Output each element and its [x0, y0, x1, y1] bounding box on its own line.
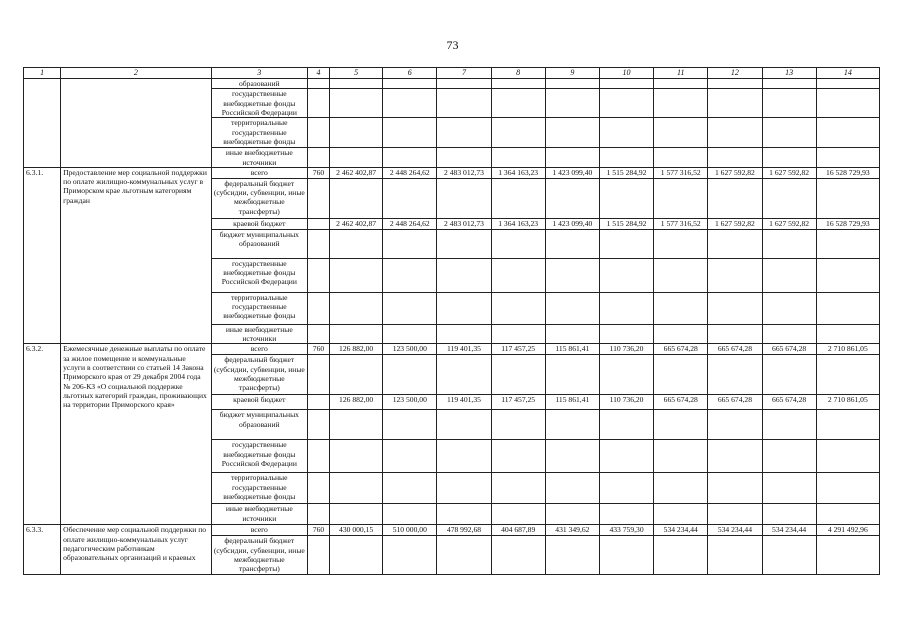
table-row — [24, 167, 880, 178]
value-cell — [330, 258, 383, 292]
value-cell — [708, 324, 762, 344]
value-cell — [545, 504, 599, 525]
value-cell — [816, 79, 879, 89]
funding-source: краевой бюджет — [211, 395, 307, 410]
value-cell: 119 401,35 — [437, 395, 491, 410]
code-cell: 760 — [307, 344, 329, 355]
value-cell: 2 448 264,62 — [383, 167, 437, 178]
value-cell — [654, 324, 708, 344]
code-cell — [307, 395, 329, 410]
value-cell — [383, 229, 437, 258]
value-cell — [545, 440, 599, 473]
table-row — [24, 344, 880, 355]
value-cell — [383, 89, 437, 118]
value-cell: 2 462 402,87 — [330, 167, 383, 178]
value-cell: 2 483 012,73 — [437, 167, 491, 178]
value-cell — [491, 410, 545, 440]
value-cell — [330, 79, 383, 89]
value-cell — [545, 118, 599, 148]
value-cell — [545, 355, 599, 395]
value-cell: 2 448 264,62 — [383, 218, 437, 229]
value-cell — [545, 229, 599, 258]
value-cell — [762, 258, 816, 292]
value-cell — [330, 118, 383, 148]
value-cell — [654, 178, 708, 218]
value-cell — [383, 440, 437, 473]
value-cell — [330, 504, 383, 525]
value-cell — [816, 229, 879, 258]
value-cell — [599, 440, 653, 473]
value-cell — [491, 440, 545, 473]
value-cell — [383, 410, 437, 440]
value-cell — [383, 355, 437, 395]
value-cell — [330, 536, 383, 574]
value-cell — [437, 229, 491, 258]
code-cell: 760 — [307, 525, 329, 536]
header-cell: 1 — [24, 68, 61, 79]
value-cell — [708, 178, 762, 218]
value-cell — [545, 473, 599, 504]
value-cell — [654, 89, 708, 118]
value-cell — [599, 536, 653, 574]
value-cell — [383, 473, 437, 504]
value-cell — [762, 440, 816, 473]
value-cell — [708, 258, 762, 292]
value-cell — [545, 292, 599, 324]
header-cell: 6 — [383, 68, 437, 79]
code-cell — [307, 355, 329, 395]
value-cell — [383, 258, 437, 292]
funding-source: территориальные государственные внебюджетные фонды — [211, 473, 307, 504]
value-cell — [437, 536, 491, 574]
value-cell — [599, 258, 653, 292]
value-cell — [654, 258, 708, 292]
value-cell — [654, 148, 708, 168]
value-cell — [816, 410, 879, 440]
value-cell — [491, 504, 545, 525]
value-cell — [330, 89, 383, 118]
header-cell: 13 — [762, 68, 816, 79]
item-number: 6.3.2. — [24, 344, 61, 525]
value-cell — [383, 536, 437, 574]
value-cell — [437, 178, 491, 218]
funding-source: государственные внебюджетные фонды Российской Федерации — [211, 89, 307, 118]
code-cell: 760 — [307, 167, 329, 178]
value-cell: 1 515 284,92 — [599, 218, 653, 229]
value-cell — [654, 536, 708, 574]
value-cell: 1 627 592,82 — [762, 167, 816, 178]
value-cell: 433 759,30 — [599, 525, 653, 536]
funding-source: образований — [211, 79, 307, 89]
value-cell — [654, 504, 708, 525]
value-cell — [330, 178, 383, 218]
value-cell: 1 423 099,40 — [545, 167, 599, 178]
value-cell — [330, 148, 383, 168]
value-cell — [330, 324, 383, 344]
value-cell: 119 401,35 — [437, 344, 491, 355]
value-cell — [599, 79, 653, 89]
value-cell — [545, 89, 599, 118]
code-cell — [307, 473, 329, 504]
header-cell: 2 — [61, 68, 212, 79]
value-cell — [491, 355, 545, 395]
funding-source: государственные внебюджетные фонды Российской Федерации — [211, 440, 307, 473]
header-cell: 11 — [654, 68, 708, 79]
funding-source: иные внебюджетные источники — [211, 504, 307, 525]
value-cell: 126 882,00 — [330, 344, 383, 355]
code-cell — [307, 292, 329, 324]
value-cell: 665 674,28 — [708, 344, 762, 355]
value-cell: 117 457,25 — [491, 395, 545, 410]
value-cell — [762, 229, 816, 258]
value-cell — [330, 410, 383, 440]
value-cell — [545, 148, 599, 168]
value-cell — [708, 89, 762, 118]
header-cell: 9 — [545, 68, 599, 79]
value-cell: 1 627 592,82 — [708, 218, 762, 229]
value-cell: 1 515 284,92 — [599, 167, 653, 178]
value-cell — [383, 178, 437, 218]
value-cell — [545, 410, 599, 440]
value-cell — [816, 324, 879, 344]
value-cell: 1 577 316,52 — [654, 218, 708, 229]
value-cell: 2 483 012,73 — [437, 218, 491, 229]
item-number: 6.3.3. — [24, 525, 61, 574]
code-cell — [307, 324, 329, 344]
code-cell — [307, 258, 329, 292]
value-cell: 430 000,15 — [330, 525, 383, 536]
value-cell — [491, 258, 545, 292]
value-cell — [599, 229, 653, 258]
value-cell — [383, 504, 437, 525]
value-cell: 2 462 402,87 — [330, 218, 383, 229]
value-cell — [708, 355, 762, 395]
funding-source: всего — [211, 167, 307, 178]
value-cell — [545, 536, 599, 574]
value-cell — [491, 229, 545, 258]
funding-source: всего — [211, 344, 307, 355]
value-cell: 123 500,00 — [383, 395, 437, 410]
value-cell — [816, 178, 879, 218]
value-cell — [762, 79, 816, 89]
value-cell: 1 423 099,40 — [545, 218, 599, 229]
value-cell — [762, 536, 816, 574]
value-cell: 665 674,28 — [654, 395, 708, 410]
value-cell: 431 349,62 — [545, 525, 599, 536]
value-cell — [491, 79, 545, 89]
value-cell — [545, 324, 599, 344]
value-cell — [383, 118, 437, 148]
value-cell — [816, 148, 879, 168]
value-cell — [816, 440, 879, 473]
value-cell: 665 674,28 — [762, 395, 816, 410]
value-cell — [437, 118, 491, 148]
value-cell — [437, 258, 491, 292]
table-row — [24, 79, 880, 89]
value-cell — [654, 229, 708, 258]
item-name: Ежемесячные денежные выплаты по оплате за жилое помещение и коммунальные услуги в соответствии со статьей 14 Закона Приморского края от 29 декабря 2004 года № 206-КЗ «О социальной поддержке льготных категорий граждан, проживающих на территории Приморского края» — [61, 344, 212, 525]
table-row — [24, 525, 880, 536]
value-cell — [654, 79, 708, 89]
value-cell: 16 528 729,93 — [816, 167, 879, 178]
value-cell: 478 992,68 — [437, 525, 491, 536]
value-cell: 123 500,00 — [383, 344, 437, 355]
code-cell — [307, 504, 329, 525]
funding-source: федеральный бюджет (субсидии, субвенции, иные межбюджетные трансферты) — [211, 178, 307, 218]
value-cell — [437, 473, 491, 504]
header-cell: 14 — [816, 68, 879, 79]
value-cell: 117 457,25 — [491, 344, 545, 355]
value-cell — [545, 258, 599, 292]
value-cell — [816, 292, 879, 324]
code-cell — [307, 79, 329, 89]
value-cell — [654, 292, 708, 324]
value-cell: 110 736,20 — [599, 344, 653, 355]
value-cell — [816, 536, 879, 574]
value-cell — [383, 148, 437, 168]
value-cell — [437, 410, 491, 440]
value-cell — [491, 292, 545, 324]
funding-source: бюджет муниципальных образований — [211, 229, 307, 258]
value-cell — [599, 355, 653, 395]
value-cell: 115 861,41 — [545, 344, 599, 355]
value-cell — [816, 473, 879, 504]
value-cell — [545, 178, 599, 218]
value-cell — [708, 440, 762, 473]
value-cell: 1 627 592,82 — [762, 218, 816, 229]
value-cell — [383, 292, 437, 324]
value-cell — [599, 292, 653, 324]
value-cell — [491, 536, 545, 574]
value-cell — [762, 118, 816, 148]
header-cell: 8 — [491, 68, 545, 79]
value-cell — [437, 89, 491, 118]
value-cell: 2 710 861,05 — [816, 395, 879, 410]
value-cell — [330, 229, 383, 258]
value-cell — [330, 355, 383, 395]
value-cell — [708, 473, 762, 504]
funding-source: государственные внебюджетные фонды Российской Федерации — [211, 258, 307, 292]
code-cell — [307, 118, 329, 148]
item-name: Предоставление мер социальной поддержки по оплате жилищно-коммунальных услуг в Приморском крае льготным категориям граждан — [61, 167, 212, 344]
code-cell — [307, 229, 329, 258]
header-cell: 3 — [211, 68, 307, 79]
value-cell: 1 577 316,52 — [654, 167, 708, 178]
item-name — [61, 79, 212, 168]
value-cell — [654, 473, 708, 504]
value-cell — [762, 292, 816, 324]
code-cell — [307, 148, 329, 168]
value-cell: 16 528 729,93 — [816, 218, 879, 229]
value-cell — [762, 148, 816, 168]
header-cell: 4 — [307, 68, 329, 79]
funding-source: бюджет муниципальных образований — [211, 410, 307, 440]
value-cell — [437, 292, 491, 324]
value-cell — [330, 292, 383, 324]
value-cell — [599, 178, 653, 218]
value-cell — [708, 292, 762, 324]
value-cell: 110 736,20 — [599, 395, 653, 410]
value-cell: 1 364 163,23 — [491, 167, 545, 178]
value-cell — [491, 89, 545, 118]
value-cell — [708, 229, 762, 258]
value-cell — [762, 473, 816, 504]
page-number: 73 — [446, 38, 459, 52]
value-cell: 126 882,00 — [330, 395, 383, 410]
value-cell: 534 234,44 — [654, 525, 708, 536]
value-cell: 665 674,28 — [654, 344, 708, 355]
code-cell — [307, 178, 329, 218]
value-cell — [762, 89, 816, 118]
value-cell — [708, 79, 762, 89]
value-cell — [383, 79, 437, 89]
value-cell — [654, 440, 708, 473]
funding-source: федеральный бюджет (субсидии, субвенции, иные межбюджетные трансферты) — [211, 536, 307, 574]
value-cell — [816, 89, 879, 118]
funding-source: территориальные государственные внебюджетные фонды — [211, 292, 307, 324]
funding-source: иные внебюджетные источники — [211, 148, 307, 168]
value-cell — [599, 118, 653, 148]
value-cell: 665 674,28 — [762, 344, 816, 355]
value-cell — [762, 504, 816, 525]
value-cell — [599, 89, 653, 118]
value-cell — [330, 440, 383, 473]
value-cell: 115 861,41 — [545, 395, 599, 410]
value-cell — [708, 536, 762, 574]
value-cell: 534 234,44 — [762, 525, 816, 536]
code-cell — [307, 89, 329, 118]
value-cell — [491, 473, 545, 504]
value-cell — [330, 473, 383, 504]
value-cell — [491, 148, 545, 168]
code-cell — [307, 440, 329, 473]
value-cell: 1 364 163,23 — [491, 218, 545, 229]
value-cell — [437, 355, 491, 395]
header-cell: 12 — [708, 68, 762, 79]
value-cell — [599, 473, 653, 504]
value-cell — [599, 410, 653, 440]
item-name: Обеспечение мер социальной поддержки по оплате жилищно-коммунальных услуг педагогическим работникам образовательных организаций и краевых — [61, 525, 212, 574]
value-cell: 534 234,44 — [708, 525, 762, 536]
value-cell — [599, 324, 653, 344]
value-cell — [654, 355, 708, 395]
value-cell — [654, 118, 708, 148]
value-cell — [437, 324, 491, 344]
value-cell: 1 627 592,82 — [708, 167, 762, 178]
value-cell — [708, 504, 762, 525]
code-cell — [307, 218, 329, 229]
funding-source: федеральный бюджет (субсидии, субвенции, иные межбюджетные трансферты) — [211, 355, 307, 395]
item-number — [24, 79, 61, 168]
value-cell: 665 674,28 — [708, 395, 762, 410]
value-cell — [491, 118, 545, 148]
value-cell — [599, 148, 653, 168]
item-number: 6.3.1. — [24, 167, 61, 344]
value-cell — [437, 504, 491, 525]
value-cell: 4 291 492,96 — [816, 525, 879, 536]
value-cell: 404 687,89 — [491, 525, 545, 536]
header-cell: 5 — [330, 68, 383, 79]
code-cell — [307, 410, 329, 440]
value-cell — [437, 440, 491, 473]
value-cell — [545, 79, 599, 89]
value-cell — [708, 148, 762, 168]
value-cell — [708, 118, 762, 148]
value-cell: 2 710 861,05 — [816, 344, 879, 355]
value-cell — [491, 324, 545, 344]
header-cell: 7 — [437, 68, 491, 79]
value-cell — [437, 79, 491, 89]
value-cell — [599, 504, 653, 525]
funding-source: территориальные государственные внебюджетные фонды — [211, 118, 307, 148]
value-cell — [816, 355, 879, 395]
value-cell — [491, 178, 545, 218]
value-cell — [708, 410, 762, 440]
value-cell — [816, 504, 879, 525]
value-cell — [762, 355, 816, 395]
funding-source: краевой бюджет — [211, 218, 307, 229]
value-cell — [816, 118, 879, 148]
value-cell — [762, 324, 816, 344]
header-cell: 10 — [599, 68, 653, 79]
budget-table — [23, 67, 880, 575]
header-row — [24, 68, 880, 79]
funding-source: всего — [211, 525, 307, 536]
funding-source: иные внебюджетные источники — [211, 324, 307, 344]
value-cell — [816, 258, 879, 292]
value-cell: 510 000,00 — [383, 525, 437, 536]
value-cell — [654, 410, 708, 440]
value-cell — [762, 178, 816, 218]
code-cell — [307, 536, 329, 574]
value-cell — [762, 410, 816, 440]
value-cell — [437, 148, 491, 168]
value-cell — [383, 324, 437, 344]
